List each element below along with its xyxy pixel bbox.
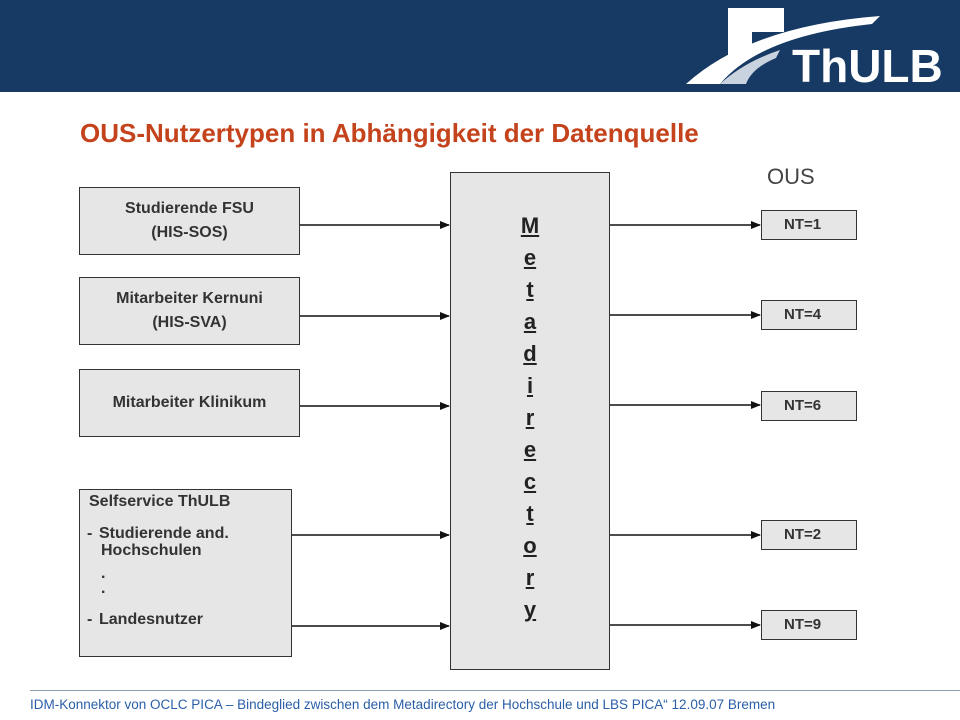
list-dash: - [87,611,93,628]
selfservice-item-landesnutzer: Landesnutzer [99,611,204,628]
header-bar [0,0,960,92]
source-label: Studierende FSU [125,200,254,217]
metadirectory-letter: e [523,437,537,462]
metadirectory-letter: t [526,501,534,526]
metadirectory-letter: e [523,245,537,270]
source-box-mitarbeiter-kernuni [79,277,300,345]
selfservice-item-studierende: Studierende and. [99,525,229,542]
metadirectory-letter: i [526,373,534,398]
source-label: Mitarbeiter Klinikum [112,394,267,411]
target-box-nt1: NT=1 [761,210,857,240]
metadirectory-letter: r [525,565,535,590]
source-box-mitarbeiter-klinikum [79,369,300,437]
target-box-nt4: NT=4 [761,300,857,330]
logo-text: ThULB [792,40,943,90]
source-box-studierende-fsu [79,187,300,255]
target-box-nt2: NT=2 [761,520,857,550]
metadirectory-letter: M [520,213,540,238]
ellipsis-dot: . [101,580,106,597]
metadirectory-letter: t [526,277,534,302]
page-title: OUS-Nutzertypen in Abhängigkeit der Datenquelle [80,118,699,148]
metadirectory-letter: r [525,405,535,430]
metadirectory-letter: c [523,469,537,494]
metadirectory-letter: a [523,309,537,334]
selfservice-title: Selfservice ThULB [89,493,231,510]
metadirectory-letter: d [523,341,537,366]
target-box-nt9: NT=9 [761,610,857,640]
ellipsis-dot: . [101,565,106,582]
list-dash: - [87,525,93,542]
source-box-selfservice [79,489,292,657]
selfservice-item-hochschulen: Hochschulen [101,542,202,559]
ous-label: OUS [767,164,815,189]
target-box-nt6: NT=6 [761,391,857,421]
source-label: Mitarbeiter Kernuni [116,290,263,307]
source-sublabel: (HIS-SVA) [152,314,227,331]
thulb-logo [680,4,960,90]
source-sublabel: (HIS-SOS) [151,224,228,241]
metadirectory-box [450,172,610,670]
footer-text: IDM-Konnektor von OCLC PICA – Bindeglied zwischen dem Metadirectory der Hochschule und LBS PICA“ 12.09.07 Bremen [30,697,776,712]
footer-divider [30,690,960,691]
metadirectory-letter: o [523,533,537,558]
metadirectory-letter: y [523,597,537,622]
